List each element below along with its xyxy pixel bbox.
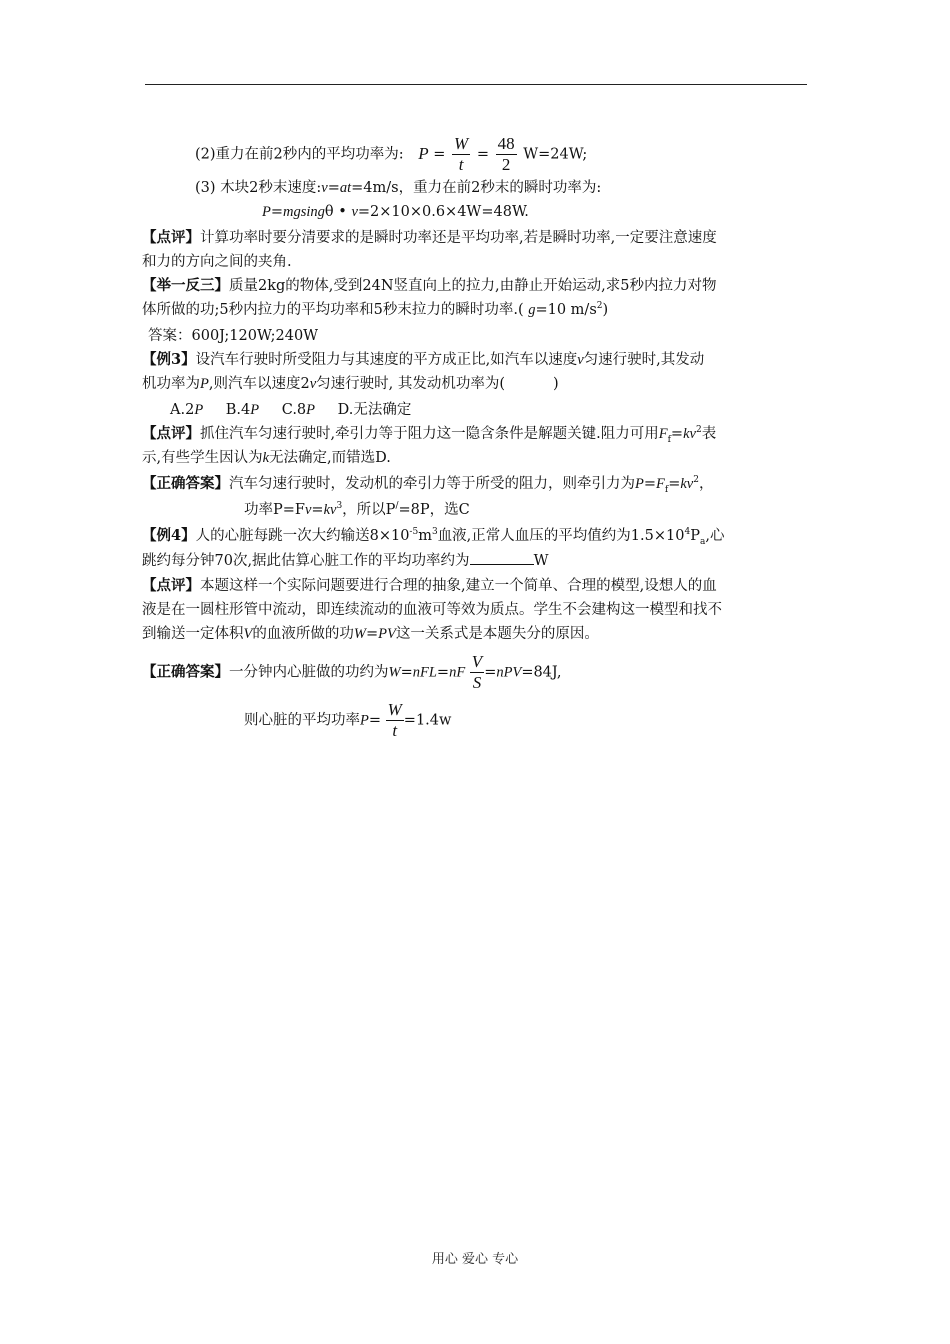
text: 人的心脏每跳一次大约输送8×10 — [195, 528, 410, 544]
text: m — [418, 528, 432, 544]
text: (3) 木块2秒末速度: — [195, 180, 322, 196]
symbol: v — [577, 352, 584, 368]
symbol: • — [333, 204, 352, 220]
symbol: = — [670, 426, 684, 442]
text: 一分钟内心脏做的功约为 — [229, 664, 389, 681]
symbol: W — [388, 664, 401, 681]
symbol: v — [351, 204, 358, 220]
line-correct-answer-2 — [142, 652, 562, 693]
symbol: = — [400, 664, 413, 681]
option-label: A.2 — [170, 402, 195, 418]
text: =84J, — [521, 664, 562, 681]
line-instant-power — [262, 202, 529, 222]
text: 抓住汽车匀速行驶时,牵引力等于阻力这一隐含条件是解题关键.阻力可用 — [200, 426, 659, 442]
text: 匀速行驶时,其发动 — [583, 352, 705, 368]
symbol: v — [309, 376, 317, 392]
line-correct-answer-2b — [244, 700, 451, 741]
text: ， — [698, 476, 714, 492]
symbol: = — [368, 712, 382, 729]
text: ，所以P — [342, 502, 396, 518]
section-tag: 【点评】 — [142, 229, 200, 246]
option-label: C.8 — [281, 402, 307, 418]
superscript: 2 — [695, 425, 702, 436]
symbol: θ — [324, 204, 334, 220]
text: 质量2kg的物体,受到24N竖直向上的拉力,由静止开始运动,求5秒内拉力对物 — [229, 278, 717, 294]
symbol: = — [270, 204, 284, 220]
option-label: B.4 — [225, 402, 251, 418]
text: 跳约每分钟70次,据此估算心脏工作的平均功率约为 — [142, 553, 470, 569]
fraction-v-over-s — [470, 652, 484, 693]
line-correct-answer-1 — [142, 474, 713, 494]
symbol: at — [339, 180, 352, 196]
text: 计算功率时要分清要求的是瞬时功率还是平均功率,若是瞬时功率,一定要注意速度 — [200, 230, 717, 246]
symbol: nFL — [412, 664, 437, 681]
text: 示,有些学生因认为 — [142, 450, 263, 466]
line-practice-b — [142, 300, 608, 320]
symbol: F — [658, 426, 668, 442]
superscript: 2 — [596, 301, 603, 312]
symbol: = — [484, 664, 497, 681]
text: =8P，选C — [398, 502, 470, 518]
subscript: f — [667, 434, 671, 445]
text: 表 — [701, 426, 717, 442]
section-tag: 【正确答案】 — [142, 475, 229, 492]
text: 和力的方向之间的夹角. — [142, 254, 292, 270]
superscript: / — [395, 501, 399, 512]
text: 无法确定,而错选D. — [269, 450, 391, 466]
text: 本题这样一个实际问题要进行合理的抽象,建立一个简单、合理的模型,设想人的血 — [200, 578, 717, 594]
text: W — [533, 553, 549, 569]
subscript: a — [699, 536, 706, 547]
text: 机功率为 — [142, 376, 200, 392]
symbol: nF — [449, 664, 466, 681]
line-comment-3c — [142, 624, 599, 644]
page-footer: 用心 爱心 专心 — [431, 1252, 519, 1267]
superscript: -5 — [409, 527, 419, 538]
text: 液是在一圆柱形管中流动，即连续流动的血液可等效为质点。学生不会建构这一模型和找不 — [142, 602, 722, 618]
symbol: P — [194, 402, 204, 418]
symbol: = — [327, 180, 340, 196]
text: 设汽车行驶时所受阻力与其速度的平方成正比,如汽车以速度 — [195, 352, 578, 368]
text: 匀速行驶时, 其发动机功率为( — [316, 376, 506, 392]
denominator: t — [392, 721, 398, 740]
text: =2×10×0.6×4W=48W. — [357, 204, 529, 220]
symbol: v — [304, 502, 312, 518]
fraction-w-over-t — [452, 134, 470, 175]
text: 汽车匀速行驶时，发动机的牵引力等于所受的阻力，则牵引力为 — [229, 476, 635, 492]
text: 则心脏的平均功率 — [244, 712, 360, 729]
header-rule — [145, 84, 807, 85]
symbol: = — [311, 502, 324, 518]
symbol: v — [321, 180, 328, 196]
text: ) — [553, 376, 559, 392]
line-comment-2 — [142, 424, 716, 444]
section-tag: 【点评】 — [142, 425, 200, 442]
symbol: P — [200, 376, 209, 392]
line-example-4b — [142, 550, 548, 571]
symbol: mgsing — [283, 204, 325, 220]
symbol: = — [643, 476, 657, 492]
line-comment-2b — [142, 448, 391, 468]
superscript: 4 — [684, 527, 691, 538]
text: ) — [602, 302, 609, 318]
symbol: P — [418, 143, 429, 163]
symbol: = — [365, 626, 379, 642]
subscript: f — [664, 484, 669, 495]
text: 血液,正常人血压的平均值约为1.5×10 — [437, 528, 685, 544]
text: ,心 — [705, 528, 725, 544]
text: 功率P=F — [244, 502, 305, 518]
text: 这一关系式是本题失分的原因。 — [395, 626, 599, 642]
symbol: P — [360, 712, 369, 729]
symbol: F — [656, 476, 665, 492]
line-correct-answer-1b — [244, 500, 470, 520]
symbol: nPV — [496, 664, 522, 681]
option-d: D.无法确定 — [337, 402, 412, 418]
line-velocity — [195, 178, 601, 198]
denominator: 2 — [501, 155, 511, 174]
symbol: g — [528, 302, 536, 318]
text: W=24W; — [523, 146, 588, 163]
text: (2)重力在前2秒内的平均功率为: — [195, 146, 404, 163]
text: =1.4w — [403, 712, 452, 729]
section-tag: 【举一反三】 — [142, 277, 229, 294]
text: P — [690, 528, 700, 544]
section-tag: 【例3】 — [142, 351, 196, 368]
line-avg-power — [195, 134, 587, 175]
numerator: W — [454, 134, 469, 153]
section-tag: 【点评】 — [142, 577, 200, 594]
answer-blank[interactable] — [470, 550, 534, 565]
superscript: 2 — [693, 475, 699, 486]
symbol: P — [306, 402, 316, 418]
text: =10 m/s — [535, 302, 597, 318]
line-practice — [142, 276, 716, 296]
numerator: W — [387, 700, 402, 719]
text: 到输送一定体积 — [142, 626, 244, 642]
text: 答案：600J;120W;240W — [148, 328, 319, 344]
numerator: 48 — [497, 134, 515, 153]
symbol: PV — [378, 626, 396, 642]
line-comment-3 — [142, 576, 717, 596]
line-comment-3b — [142, 600, 722, 620]
option-c — [282, 402, 315, 418]
line-example-3 — [142, 350, 704, 370]
fraction-48-over-2 — [496, 134, 517, 175]
symbol: = — [476, 146, 489, 163]
line-options — [170, 400, 411, 420]
symbol: P — [635, 476, 644, 492]
option-b — [226, 402, 259, 418]
numerator: V — [471, 652, 483, 671]
symbol: kv — [680, 476, 694, 492]
symbol: = — [436, 664, 450, 681]
text: 体所做的功;5秒内拉力的平均功率和5秒末拉力的瞬时功率.( — [142, 302, 524, 318]
section-tag: 【例4】 — [142, 527, 196, 544]
denominator: t — [458, 155, 464, 174]
symbol: P — [262, 204, 271, 220]
fraction-w-over-t — [386, 700, 404, 741]
denominator: S — [472, 673, 482, 692]
line-example-3b — [142, 374, 559, 394]
symbol: kv — [683, 426, 696, 442]
line-comment-1b — [142, 252, 292, 272]
option-a — [170, 402, 203, 418]
line-answer — [148, 326, 318, 346]
superscript: 3 — [336, 501, 343, 512]
symbol: P — [250, 402, 260, 418]
superscript: 3 — [431, 527, 438, 538]
symbol: W — [353, 626, 366, 642]
symbol: k — [262, 450, 270, 466]
line-comment-1 — [142, 228, 717, 248]
symbol: = — [433, 146, 446, 163]
text: 的血液所做的功 — [252, 626, 354, 642]
text: ,则汽车以速度2 — [208, 376, 310, 392]
line-example-4 — [142, 526, 724, 546]
symbol: kv — [323, 502, 337, 518]
section-tag: 【正确答案】 — [142, 663, 229, 681]
symbol: V — [243, 626, 253, 642]
symbol: = — [668, 476, 681, 492]
text: =4m/s，重力在前2秒末的瞬时功率为: — [351, 180, 602, 196]
